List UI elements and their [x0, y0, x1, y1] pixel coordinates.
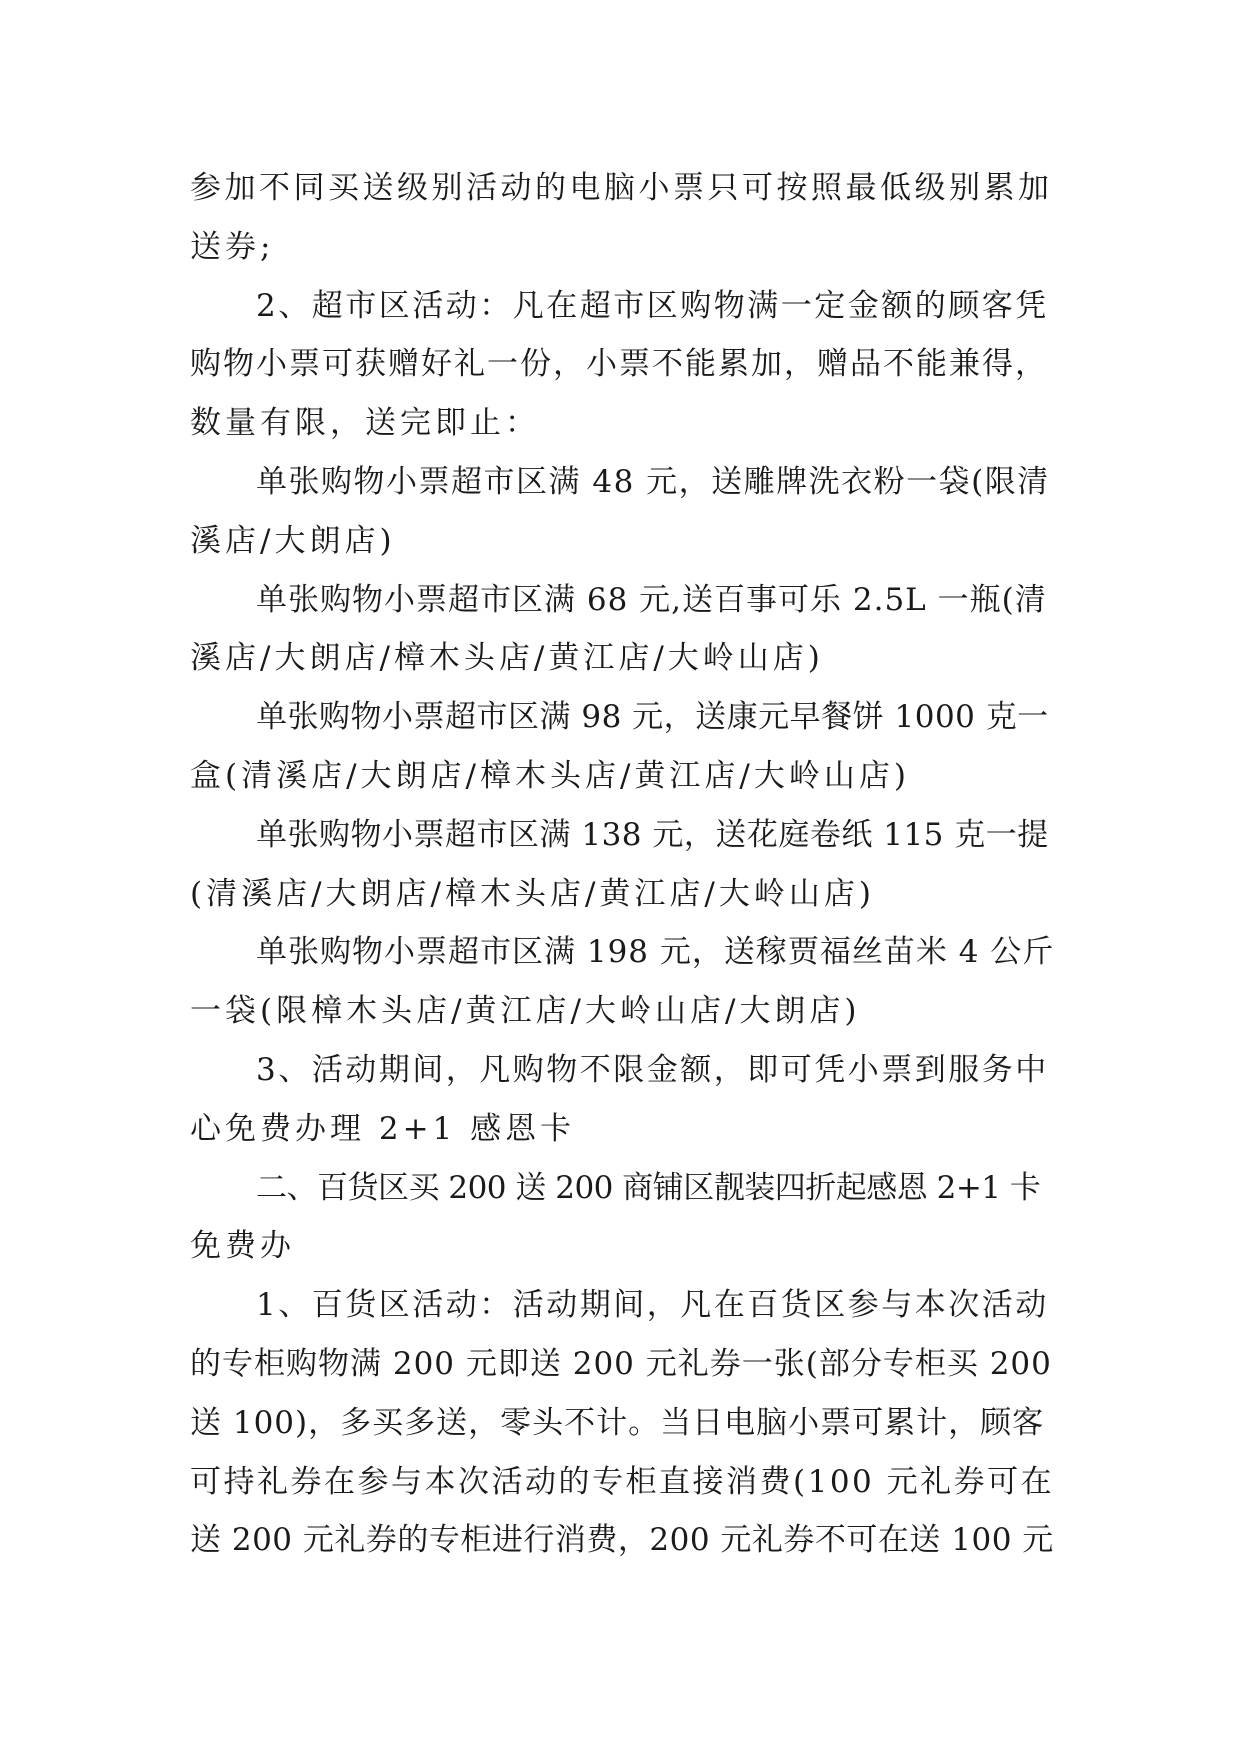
text-line: 的专柜购物满 200 元即送 200 元礼券一张(部分专柜买 200 — [190, 1345, 1052, 1382]
text-line: (清溪店/大朗店/樟木头店/黄江店/大岭山店) — [190, 875, 875, 912]
text-line: 盒(清溪店/大朗店/樟木头店/黄江店/大岭山店) — [190, 757, 910, 794]
text-line: 溪店/大朗店/樟木头店/黄江店/大岭山店) — [190, 640, 824, 677]
text-line: 单张购物小票超市区满 48 元，送雕牌洗衣粉一袋(限清 — [256, 463, 1050, 500]
text-line: 数量有限，送完即止： — [190, 405, 540, 442]
text-line: 溪店/大朗店) — [190, 522, 396, 559]
text-line: 送 200 元礼券的专柜进行消费，200 元礼券不可在送 100 元 — [190, 1522, 1054, 1559]
text-line: 单张购物小票超市区满 138 元，送花庭卷纸 115 克一提 — [256, 816, 1049, 853]
text-line: 参加不同买送级别活动的电脑小票只可按照最低级别累加 — [190, 170, 1053, 206]
text-line: 一袋(限樟木头店/黄江店/大岭山店/大朗店) — [190, 993, 861, 1030]
text-line: 送 100)，多买多送，零头不计。当日电脑小票可累计，顾客 — [190, 1404, 1045, 1441]
text-line: 心免费办理 2+1 感恩卡 — [190, 1110, 576, 1147]
text-line: 可持礼券在参与本次活动的专柜直接消费(100 元礼券可在 — [190, 1463, 1055, 1500]
text-line: 3、活动期间，凡购物不限金额，即可凭小票到服务中 — [256, 1051, 1049, 1088]
text-line: 1、百货区活动：活动期间，凡在百货区参与本次活动 — [256, 1287, 1049, 1324]
text-line: 单张购物小票超市区满 198 元，送稼贾福丝苗米 4 公斤 — [256, 934, 1055, 971]
text-line: 送券; — [190, 228, 275, 265]
text-line: 免费办 — [190, 1228, 295, 1265]
text-line: 二、百货区买 200 送 200 商铺区靓装四折起感恩 2+1 卡 — [256, 1169, 1041, 1206]
text-line: 购物小票可获赠好礼一份，小票不能累加，赠品不能兼得， — [190, 346, 1048, 383]
text-line: 单张购物小票超市区满 98 元，送康元早餐饼 1000 克一 — [256, 699, 1049, 736]
document-body — [190, 159, 1055, 1570]
text-line: 单张购物小票超市区满 68 元,送百事可乐 2.5L 一瓶(清 — [256, 581, 1047, 618]
text-line: 2、超市区活动：凡在超市区购物满一定金额的顾客凭 — [256, 287, 1049, 324]
